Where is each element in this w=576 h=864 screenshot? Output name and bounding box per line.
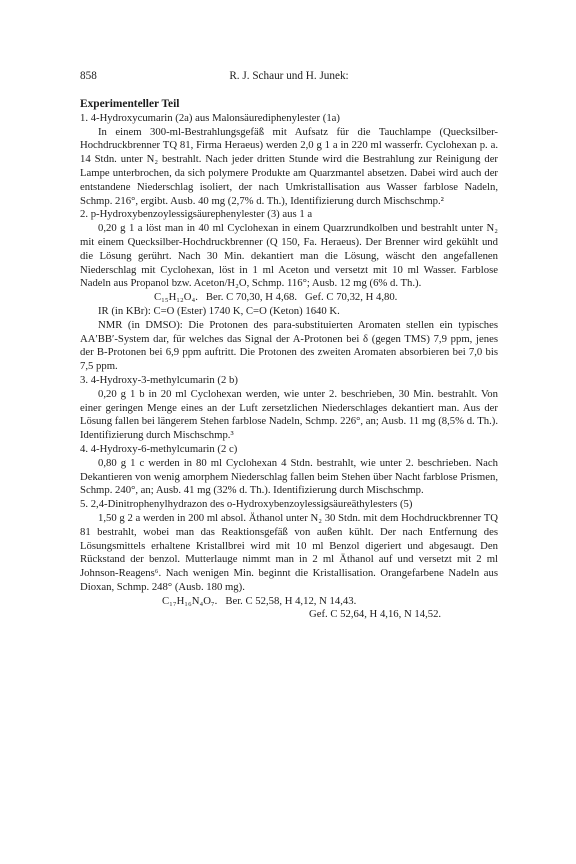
section-heading-3: 3. 4-Hydroxy-3-methylcumarin (2 b)	[80, 373, 238, 386]
section-heading-4: 4. 4-Hydroxy-6-methylcumarin (2 c)	[80, 442, 238, 455]
analysis-formula-5: C₁₇H₁₆N₄O₇. Ber. C 52,58, H 4,12, N 14,43.	[162, 594, 357, 607]
section-heading-5: 5. 2,4-Dinitrophenylhydrazon des o-Hydroxybenzoylessigsäureäthylesters (5)	[80, 498, 413, 511]
paragraph-4: 0,80 g 1 c werden in 80 ml Cyclohexan 4 Stdn. bestrahlt, wie unter 2. beschrieben. Nach Dekantieren von wenig amorphem Niederschlag fallen beim Stehen über Nacht farblose Prismen, Schmp. 240°, an; Ausb. 41 mg (32% d. Th.). Identifizierung durch Mischschmp.	[80, 456, 498, 497]
paragraph-1: In einem 300-ml-Bestrahlungsgefäß mit Aufsatz für die Tauchlampe (Quecksilber-Hochdruckbrenner TQ 81, Firma Heraeus) werden 2,0 g 1 a in 220 ml wasserfr. Cyclohexan p. a. 14 Stdn. unter N₂ bestrahlt. Nach jeder dritten Stunde wird die Bestrahlung zur Reinigung der Lampe unterbrochen, da sich polymere Produkte am Quarzmantel absetzen. Dabei wird auch der entstandene Niederschlag isoliert, der nach Umkristallisation aus Wasser farblose Nadeln, Schmp. 216°, ergibt. Ausb. 40 mg (2,7% d. Th.), Identifizierung durch Mischschmp.²	[80, 125, 498, 207]
ir-data: IR (in KBr): C=O (Ester) 1740 K, C=O (Keton) 1640 K.	[98, 304, 340, 317]
article-body	[80, 98, 498, 622]
paragraph-5: 1,50 g 2 a werden in 200 ml absol. Äthanol unter N₂ 30 Stdn. mit dem Hochdruckbrenner TQ 81 bestrahlt, wobei man das Reaktionsgefäß von außen kühlt. Der nach Entfernung des Lösungsmittels erhaltene Kristallbrei wird mit 10 ml Benzol digeriert und abgesaugt. Den Rückstand der benzol. Mutterlauge nimmt man in 2 ml Äthanol auf und versetzt mit 2 ml Johnson-Reagens⁶. Nach wenigen Min. beginnt die Kristallisation. Orangefarbene Nadeln aus Dioxan, Schmp. 248° (Ausb. 180 mg).	[80, 511, 498, 593]
paragraph-2: 0,20 g 1 a löst man in 40 ml Cyclohexan in einem Quarzrundkolben und bestrahlt unter N₂ mit einem Quecksilber-Hochdruckbrenner (Q 150, Fa. Heraeus). Der Brenner wird gekühlt und die Lösung gerührt. Nach 30 Min. dekantiert man die Lösung, wäscht den angefallenen Niederschlag mit Cyclohexan, löst in 1 ml Aceton und versetzt mit 10 ml Wasser. Farblose Nadeln aus Propanol bzw. Aceton/H₂O, Schmp. 116°; Ausb. 12 mg (6% d. Th.).	[80, 222, 498, 290]
paragraph-3: 0,20 g 1 b in 20 ml Cyclohexan werden, wie unter 2. beschrieben, 30 Min. bestrahlt. Von einer geringen Menge eines an der Luft zersetzlichen Niederschlages dekantiert man. Aus der Lösung fallen bei längerem Stehen farblose Nadeln, Schmp. 226°, an; Ausb. 11 mg (8,5% d. Th.). Identifizierung durch Mischschmp.³	[80, 387, 498, 442]
analysis-formula-2: C₁₅H₁₂O₄. Ber. C 70,30, H 4,68. Gef. C 70,32, H 4,80.	[154, 291, 398, 304]
analysis-found-5: Gef. C 52,64, H 4,16, N 14,52.	[309, 608, 442, 621]
nmr-data: NMR (in DMSO): Die Protonen des para-substituierten Aromaten stellen ein typisches AA′BB′-System dar, für welches das Signal der A-Protonen bei δ (gegen TMS) 7,9 ppm, jenes der B-Protonen bei 6,9 ppm auftritt. Die Protonen des zweiten Aromaten absorbieren bei 7,0 bis 7,5 ppm.	[80, 318, 498, 373]
section-heading-2: 2. p-Hydroxybenzoylessigsäurephenylester (3) aus 1 a	[80, 208, 313, 221]
section-title: Experimenteller Teil	[80, 98, 180, 110]
running-head: R. J. Schaur und H. Junek:	[229, 70, 349, 82]
section-heading-1: 1. 4-Hydroxycumarin (2a) aus Malonsäurediphenylester (1a)	[80, 111, 340, 124]
page-number: 858	[80, 70, 97, 82]
